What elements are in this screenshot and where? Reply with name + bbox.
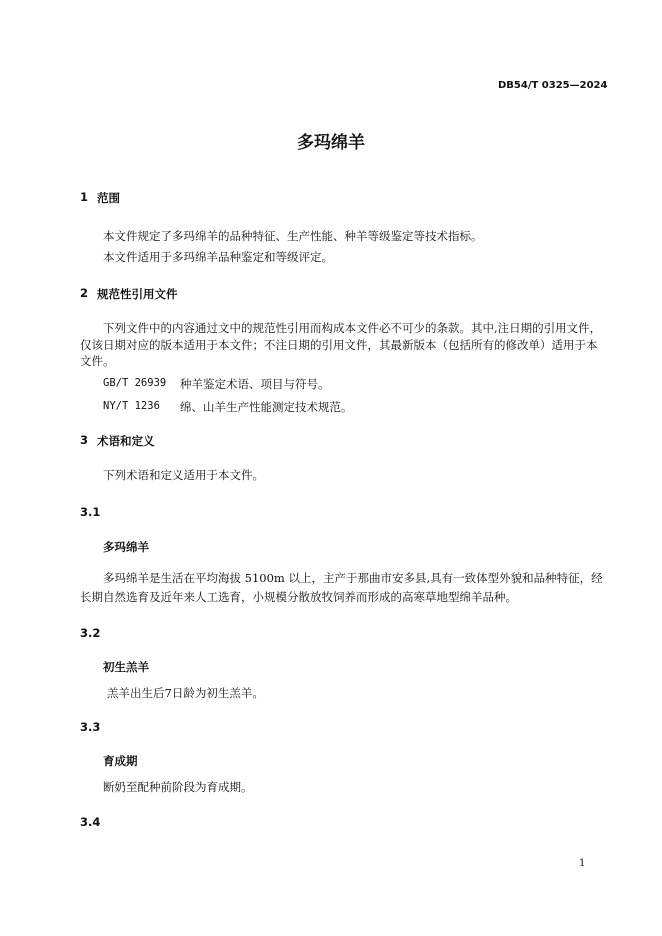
term-definition-line-2: 长期自然选育及近年来人工选育，小规模分散放牧饲养而形成的高寒草地型绵羊品种。 bbox=[80, 590, 517, 604]
section-1-para-2: 本文件适用于多玛绵羊品种鉴定和等级评定。 bbox=[103, 250, 333, 264]
term-name: 多玛绵羊 bbox=[103, 540, 149, 554]
section-2-para-line-2: 仅该日期对应的版本适用于本文件；不注日期的引用文件，其最新版本（包括所有的修改单）适用于本 bbox=[80, 338, 598, 352]
term-name: 初生羔羊 bbox=[103, 660, 149, 674]
reference-title: 绵、山羊生产性能测定技术规范。 bbox=[180, 400, 353, 414]
reference-code: NY/T 1236 bbox=[103, 400, 160, 412]
reference-code: GB/T 26939 bbox=[103, 377, 167, 389]
clause-number: 3.3 bbox=[80, 720, 101, 734]
section-1-para-1: 本文件规定了多玛绵羊的品种特征、生产性能、种羊等级鉴定等技术指标。 bbox=[103, 229, 483, 243]
document-code: DB54/T 0325—2024 bbox=[498, 80, 608, 91]
term-name: 育成期 bbox=[103, 754, 138, 768]
clause-number: 3.4 bbox=[80, 815, 101, 829]
section-1-title: 范围 bbox=[97, 191, 120, 205]
term-definition-line-1: 多玛绵羊是生活在平均海拔 5100m 以上，主产于那曲市安多县,具有一致体型外貌和品种特征，经 bbox=[103, 571, 603, 585]
clause-number: 3.1 bbox=[80, 505, 101, 519]
section-2-para-line-1: 下列文件中的内容通过文中的规范性引用而构成本文件必不可少的条款。其中,注日期的引用文件， bbox=[103, 321, 602, 335]
section-2-title: 规范性引用文件 bbox=[97, 287, 178, 301]
reference-title: 种羊鉴定术语、项目与符号。 bbox=[180, 377, 330, 391]
page-title: 多玛绵羊 bbox=[297, 133, 365, 153]
term-definition: 羔羊出生后7日龄为初生羔羊。 bbox=[107, 686, 264, 700]
term-definition: 断奶至配种前阶段为育成期。 bbox=[103, 780, 253, 794]
section-3-title: 术语和定义 bbox=[97, 434, 155, 448]
section-2-para-line-3: 文件。 bbox=[80, 354, 115, 368]
clause-number: 3.2 bbox=[80, 626, 101, 640]
page-number: 1 bbox=[579, 858, 586, 869]
section-3-number: 3 bbox=[80, 433, 89, 447]
section-2-number: 2 bbox=[80, 286, 89, 300]
section-3-intro: 下列术语和定义适用于本文件。 bbox=[103, 468, 264, 482]
section-1-number: 1 bbox=[80, 190, 89, 204]
